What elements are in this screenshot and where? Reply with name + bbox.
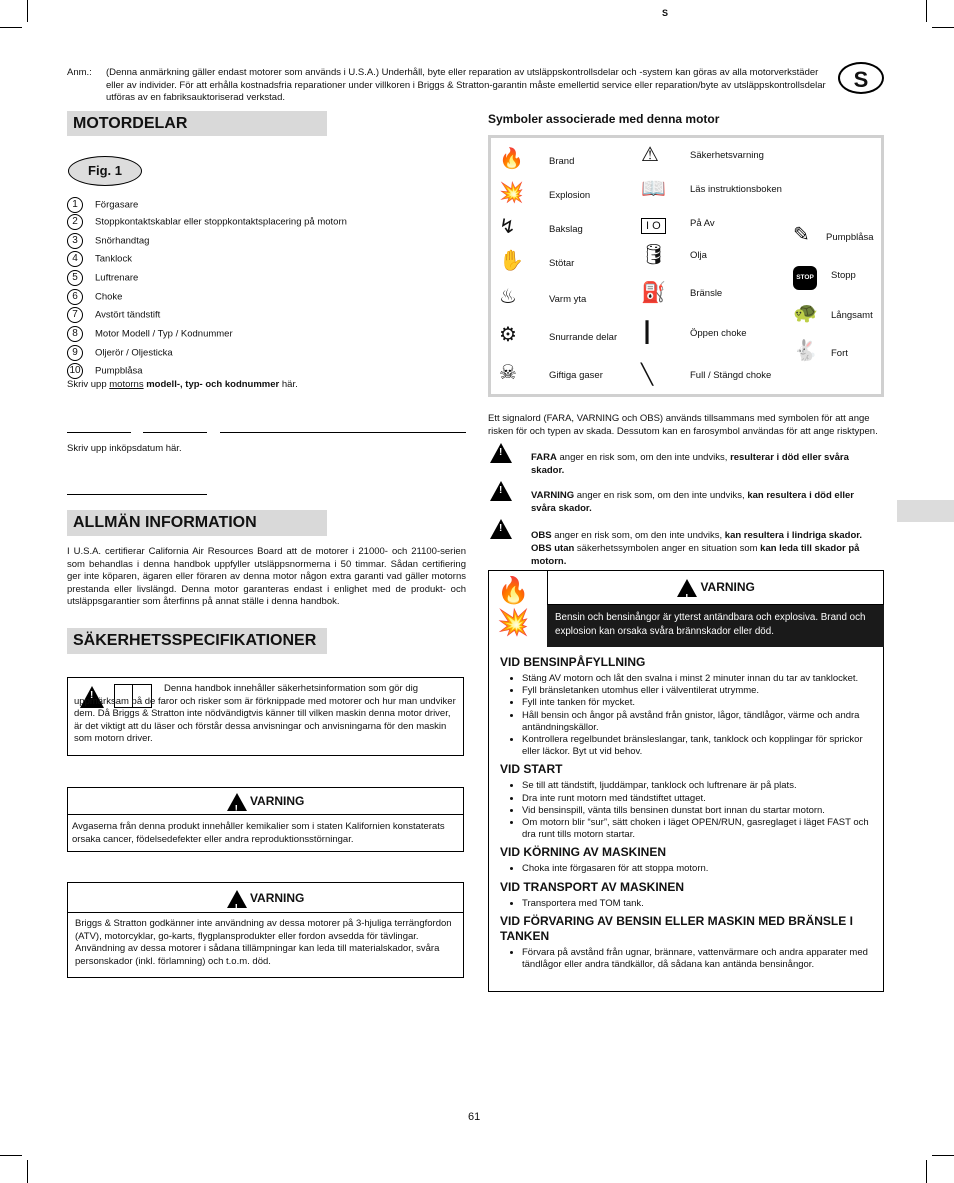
danger-alert-icon [490, 443, 512, 463]
part-number: 4 [67, 251, 83, 267]
symbol-label: Explosion [549, 190, 591, 201]
sakerhet-title: SÄKERHETSSPECIFIKATIONER [67, 628, 327, 654]
list-item: • Choka inte förgasaren för att stoppa motorn. [522, 863, 875, 875]
crop-mark [932, 27, 954, 28]
date-line [67, 494, 207, 495]
list-item: • Fyll inte tanken för mycket. [522, 697, 875, 709]
allman-title: ALLMÄN INFORMATION [67, 510, 327, 536]
symbol-label: Fort [831, 348, 848, 359]
fuel-icon: ⛽ [641, 282, 666, 304]
symbols-title: Symboler associerade med denna motor [488, 112, 720, 126]
code-line [220, 432, 466, 433]
fuel-warning-banner: Bensin och bensinångor är ytterst antändbara och explosiva. Brand och explosion kan orsaka svåra brännskador eller död. [547, 605, 884, 647]
language-badge: S [838, 62, 884, 94]
safety-alert-icon [227, 890, 247, 908]
fast-icon: 🐇 [793, 340, 818, 362]
symbol-label: Säkerhetsvarning [690, 150, 764, 161]
symbol-label: Stopp [831, 270, 856, 281]
safety-alert-icon: ⚠ [641, 144, 659, 166]
fuel-section-title: VID TRANSPORT AV MASKINEN [500, 879, 685, 894]
explosion-icon: 💥 [497, 607, 530, 637]
part-label: Förgasare [95, 199, 139, 211]
signal-intro: Ett signalord (FARA, VARNING och OBS) används tillsammans med symbolen för att ange risken för och typen av skada. Dessutom kan en farosymbol användas för att ange risktypen. [488, 413, 878, 437]
varning-text: VARNING anger en risk som, om den inte undviks, kan resultera i död eller svåra skador. [531, 490, 854, 514]
allman-text: I U.S.A. certifierar California Air Resources Board att de motorer i 21000- och 21100-serien som behandlas i denna handbok uppfyller utsläppsnormerna i 50 timmar. Sådan certifiering ger inte köparen, ägaren eller föraren av denna motor någon extra garanti vad gäller motorns prestanda eller livslängd. Denna motor garanteras endast i enlighet med de produkt- och utsläppsgarantier som återfinns på annat ställe i denna handbok. [67, 546, 466, 607]
safety-alert-icon [227, 793, 247, 811]
oil-icon: 🛢 [641, 244, 667, 266]
hot-surface-icon: ♨ [499, 286, 517, 308]
explosion-icon: 💥 [499, 182, 524, 204]
part-label: Pumpblåsa [95, 365, 143, 377]
obsutan-text: OBS utan säkerhetssymbolen anger en situation som kan leda till skador på motorn. [531, 543, 860, 567]
part-label: Motor Modell / Typ / Kodnummer [95, 328, 233, 340]
part-item [67, 307, 160, 323]
crop-mark [926, 1160, 927, 1183]
list-item: • Håll bensin och ångor på avstånd från gnistor, lågor, tändlågor, värme och andra antändningskällor. [522, 710, 875, 734]
symbol-label: Olja [690, 250, 707, 261]
fuel-warning-box [488, 570, 884, 992]
part-item [67, 214, 347, 230]
crop-mark [27, 1160, 28, 1183]
symbol-label: Snurrande delar [549, 332, 618, 343]
fire-icon: 🔥 [497, 575, 530, 605]
list-item: • Vid bensinspill, vänta tills bensinen dunstat bort innan du startar motorn. [522, 805, 875, 817]
slow-icon: 🐢 [793, 302, 818, 324]
safety-info-box [67, 677, 464, 756]
symbol-label: Full / Stängd choke [690, 370, 772, 381]
crop-mark [0, 27, 22, 28]
part-label: Snörhandtag [95, 235, 150, 247]
read-manual-icon: 📖 [641, 178, 666, 200]
page-number: 61 [468, 1111, 481, 1123]
symbol-label: Långsamt [831, 310, 873, 321]
symbol-label: Bränsle [690, 288, 723, 299]
warning1-text: Avgaserna från denna produkt innehåller kemikalier som i staten Kalifornien konstaterats orsaka cancer, födelsedefekter eller andra reproduktionsstörningar. [72, 821, 445, 845]
crop-mark [926, 0, 927, 22]
warning2-header: ! VARNING [67, 882, 464, 913]
fuel-section-list [500, 898, 875, 910]
part-item [67, 326, 233, 342]
fire-icon: 🔥 [499, 148, 524, 170]
primer-icon: ✎ [793, 224, 810, 246]
list-item: • Transportera med TOM tank. [522, 898, 875, 910]
part-number: 9 [67, 345, 83, 361]
fuel-section-title: VID KÖRNING AV MASKINEN [500, 845, 667, 860]
crop-mark [27, 0, 28, 22]
shock-icon: ✋ [499, 250, 524, 272]
part-label: Luftrenare [95, 272, 139, 284]
warning2-body [67, 912, 464, 978]
rotating-parts-icon: ⚙ [499, 324, 517, 346]
motordelar-title: MOTORDELAR [67, 111, 327, 136]
part-number: 2 [67, 214, 83, 230]
warning2-text: Briggs & Stratton godkänner inte användning av dessa motorer på 3-hjuliga terrängfordon (ATV), motorcyklar, go-karts, flygplansprodukter eller fordon avsedda för tävlingar. Användning av dessa motorer i sådana tillämpningar kan leda till materialskador, svåra personskador (inkl. förlamning) och t.o.m. död. [75, 918, 452, 967]
part-label: Avstört tändstift [95, 309, 161, 321]
write-date-text: Skriv upp inköpsdatum här. [67, 443, 182, 454]
symbol-label: Stötar [549, 258, 575, 269]
part-label: Oljerör / Oljesticka [95, 347, 173, 359]
part-label: Choke [95, 291, 123, 303]
fuel-section-title: VID BENSINPÅFYLLNING [500, 655, 646, 669]
warning-alert-icon [490, 481, 512, 501]
fig-label: Fig. 1 [68, 156, 142, 186]
symbol-label: På Av [690, 218, 715, 229]
note-label: Anm.: [67, 67, 92, 78]
crop-mark [0, 1155, 22, 1156]
list-item: • Förvara på avstånd från ugnar, brännare, vattenvärmare och andra apparater med tändlågor eller andra tändkällor, då sådana kan antända bensinångor. [522, 947, 875, 971]
fuel-section-title: VID START [500, 762, 563, 777]
side-tab [897, 500, 954, 522]
symbols-box [488, 135, 884, 397]
fuel-section-list [500, 863, 875, 875]
choke-closed-icon: ╲ [641, 364, 654, 386]
list-item: • Dra inte runt motorn med tändstiftet uttaget. [522, 793, 875, 805]
choke-open-icon: ┃ [641, 322, 654, 344]
list-item: • Fyll bränsletanken utomhus eller i välventilerat utrymme. [522, 685, 875, 697]
fuel-section-list [500, 673, 875, 758]
part-number: 5 [67, 270, 83, 286]
symbol-label: Giftiga gaser [549, 370, 603, 381]
write-model-text: Skriv upp motorns modell-, typ- och kodnummer här. [67, 379, 298, 390]
list-item: • Se till att tändstift, ljuddämpar, tanklock och luftrenare är på plats. [522, 780, 875, 792]
fuel-warning-header: ! VARNING [547, 571, 884, 605]
stop-icon: STOP [793, 262, 817, 290]
list-item: • Stäng AV motorn och låt den svalna i minst 2 minuter innan du tar av tanklocket. [522, 673, 875, 685]
symbol-label: Pumpblåsa [826, 232, 874, 243]
part-item [67, 251, 132, 267]
note-text: (Denna anmärkning gäller endast motorer som används i U.S.A.) Underhåll, byte eller reparation av utsläppskontrollsdelar och -system kan göras av alla motorverkstäder eller av individer. För att erhålla kostnadsfria reparationer under villkoren i Briggs & Stratton-garantin måste emellertid service eller reparation/byte av utsläppskontrollsdelar utföras av en fabriksauktoriserad verkstad. [106, 67, 826, 103]
part-number: 1 [67, 197, 83, 213]
safety-info-text: Denna handbok innehåller säkerhetsinformation som gör dig uppmärksam på de faror och risker som är förknippade med motorer och hur man undviker dem. Då Briggs & Stratton inte nödvändigtvis känner till vilken maskin denna motor driver, är det viktigt att du läser och förstår dessa anvisningar och anvisningarna för den maskin som motorn driver. [74, 683, 456, 744]
part-item [67, 197, 138, 213]
toxic-fumes-icon: ☠ [499, 362, 517, 384]
model-line [67, 432, 131, 433]
symbol-label: Läs instruktionsboken [690, 184, 782, 195]
fuel-section-title: VID FÖRVARING AV BENSIN ELLER MASKIN MED BRÄNSLE I TANKEN [500, 913, 853, 943]
part-number: 10 [67, 363, 83, 379]
page-letter: S [662, 8, 669, 18]
fara-text: FARA anger en risk som, om den inte undviks, resulterar i död eller svåra skador. [531, 452, 849, 476]
part-label: Stoppkontaktskablar eller stoppkontaktsplacering på motorn [95, 216, 347, 228]
list-item: • Kontrollera regelbundet bränsleslangar, tank, tanklock och kopplingar för sprickor eller läckor. Byt ut vid behov. [522, 734, 875, 758]
part-item [67, 233, 149, 249]
kickback-icon: ↯ [499, 216, 516, 238]
fuel-section-list [500, 780, 875, 841]
part-item [67, 289, 122, 305]
part-number: 7 [67, 307, 83, 323]
part-item [67, 363, 143, 379]
warning1-body [67, 814, 464, 852]
symbol-label: Bakslag [549, 224, 583, 235]
safety-alert-icon [677, 579, 697, 597]
part-number: 6 [67, 289, 83, 305]
on-off-icon: I O [641, 212, 666, 234]
obs-text: OBS anger en risk som, om den inte undviks, kan resultera i lindriga skador. [531, 530, 863, 541]
symbol-label: Brand [549, 156, 575, 167]
crop-mark [932, 1155, 954, 1156]
symbol-label: Varm yta [549, 294, 587, 305]
type-line [143, 432, 207, 433]
part-label: Tanklock [95, 253, 132, 265]
part-item [67, 345, 173, 361]
part-item [67, 270, 138, 286]
part-number: 3 [67, 233, 83, 249]
part-number: 8 [67, 326, 83, 342]
fuel-section-list [500, 947, 875, 971]
list-item: • Om motorn blir “sur”, sätt choken i läget OPEN/RUN, gasreglaget i läget FAST och dra runt tills motorn startar. [522, 817, 875, 841]
warning1-header: ! VARNING [67, 787, 464, 815]
caution-alert-icon [490, 519, 512, 539]
symbol-label: Öppen choke [690, 328, 747, 339]
